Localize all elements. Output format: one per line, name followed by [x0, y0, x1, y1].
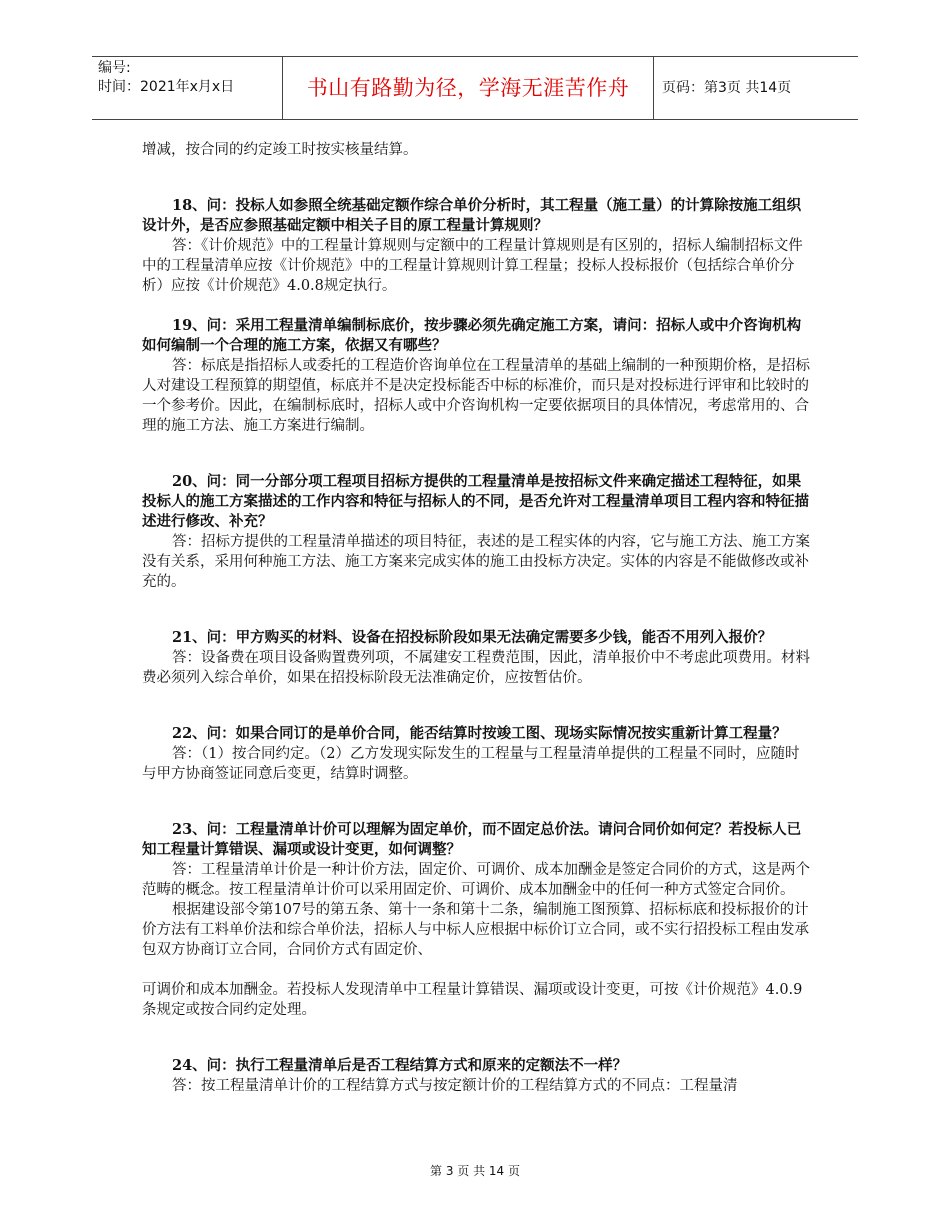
question-22: 22、问：如果合同订的是单价合同，能否结算时按竣工图、现场实际情况按实重新计算工程量？	[172, 725, 787, 742]
qa-19	[142, 316, 810, 436]
answer-24: 答：按工程量清单计价的工程结算方式与按定额计价的工程结算方式的不同点：工程量清	[172, 1078, 738, 1094]
header-page-info: 页码：第3页 共14页	[662, 80, 792, 96]
qa-24	[142, 1056, 810, 1096]
question-24: 24、问：执行工程量清单后是否工程结算方式和原来的定额法不一样？	[172, 1057, 628, 1074]
qa-21	[142, 628, 810, 688]
intro-paragraph: 增减，按合同的约定竣工时按实核量结算。	[142, 142, 418, 158]
header-meta	[92, 57, 282, 121]
answer-22: 答：（1）按合同约定。（2）乙方发现实际发生的工程量与工程量清单提供的工程量不同时，应随时与甲方协商签证同意后变更，结算时调整。	[142, 746, 800, 782]
answer-23-continued: 根据建设部令第107号的第五条、第十一条和第十二条，编制施工图预算、招标标底和投标报价的计价方法有工料单价法和综合单价法，招标人与中标人应根据中标价订立合同，或不实行招投标工程由发承包双方协商订立合同，合同价方式有固定价、	[142, 902, 809, 958]
answer-21: 答：设备费在项目设备购置费列项，不属建安工程费范围，因此，清单报价中不考虑此项费用。材料费必须列入综合单价，如果在招投标阶段无法准确定价，应按暂估价。	[142, 650, 810, 686]
answer-19: 答：标底是指招标人或委托的工程造价咨询单位在工程量清单的基础上编制的一种预期价格，是招标人对建设工程预算的期望值，标底并不是决定投标能否中标的标准价，而只是对投标进行评审和比较时的一个参考价。因此，在编制标底时，招标人或中介咨询机构一定要依据项目的具体情况，考虑常用的、合理的施工方法、施工方案进行编制。	[142, 358, 810, 434]
question-21: 21、问：甲方购买的材料、设备在招投标阶段如果无法确定需要多少钱，能否不用列入报价？	[172, 629, 773, 646]
answer-20: 答：招标方提供的工程量清单描述的项目特征，表述的是工程实体的内容，它与施工方法、施工方案没有关系，采用何种施工方法、施工方案来完成实体的施工由投标方决定。实体的内容是不能做修改或补充的。	[142, 534, 810, 590]
page-footer: 第 3 页 共 14 页	[430, 1164, 520, 1178]
qa-22	[142, 724, 810, 784]
question-23: 23、问：工程量清单计价可以理解为固定单价，而不固定总价法。请问合同价如何定？若投标人已知工程量计算错误、漏项或设计变更，如何调整？	[142, 821, 802, 858]
time-label: 时间：2021年x月x日	[98, 79, 235, 95]
header-motto: 书山有路勤为径，学海无涯苦作舟	[282, 57, 654, 119]
qa-23	[142, 820, 810, 1020]
qa-20	[142, 472, 810, 592]
question-18: 18、问：投标人如参照全统基础定额作综合单价分析时，其工程量（施工量）的计算除按施工组织设计外，是否应参照基础定额中相关子目的原工程量计算规则？	[142, 197, 802, 234]
question-19: 19、问：采用工程量清单编制标底价，按步骤必须先确定施工方案，请问：招标人或中介咨询机构如何编制一个合理的施工方案，依据又有哪些？	[142, 317, 802, 354]
question-20: 20、问：同一分部分项工程项目招标方提供的工程量清单是按招标文件来确定描述工程特征，如果投标人的施工方案描述的工作内容和特征与招标人的不同，是否允许对工程量清单项目工程内容和特征描述进行修改、补充？	[142, 473, 809, 530]
answer-23: 答：工程量清单计价是一种计价方法，固定价、可调价、成本加酬金是签定合同价的方式，这是两个范畴的概念。按工程量清单计价可以采用固定价、可调价、成本加酬金中的任何一种方式签定合同价。	[142, 862, 810, 898]
doc-number-label: 编号:	[98, 60, 131, 76]
answer-23-tail: 可调价和成本加酬金。若投标人发现清单中工程量计算错误、漏项或设计变更，可按《计价规范》4.0.9条规定或按合同约定处理。	[142, 982, 803, 1018]
answer-18: 答：《计价规范》中的工程量计算规则与定额中的工程量计算规则是有区别的，招标人编制招标文件中的工程量清单应按《计价规范》中的工程量计算规则计算工程量；投标人投标报价（包括综合单价分析）应按《计价规范》4.0.8规定执行。	[142, 238, 803, 294]
document-body	[142, 140, 810, 1096]
page-header	[92, 56, 858, 120]
qa-18	[142, 196, 810, 296]
